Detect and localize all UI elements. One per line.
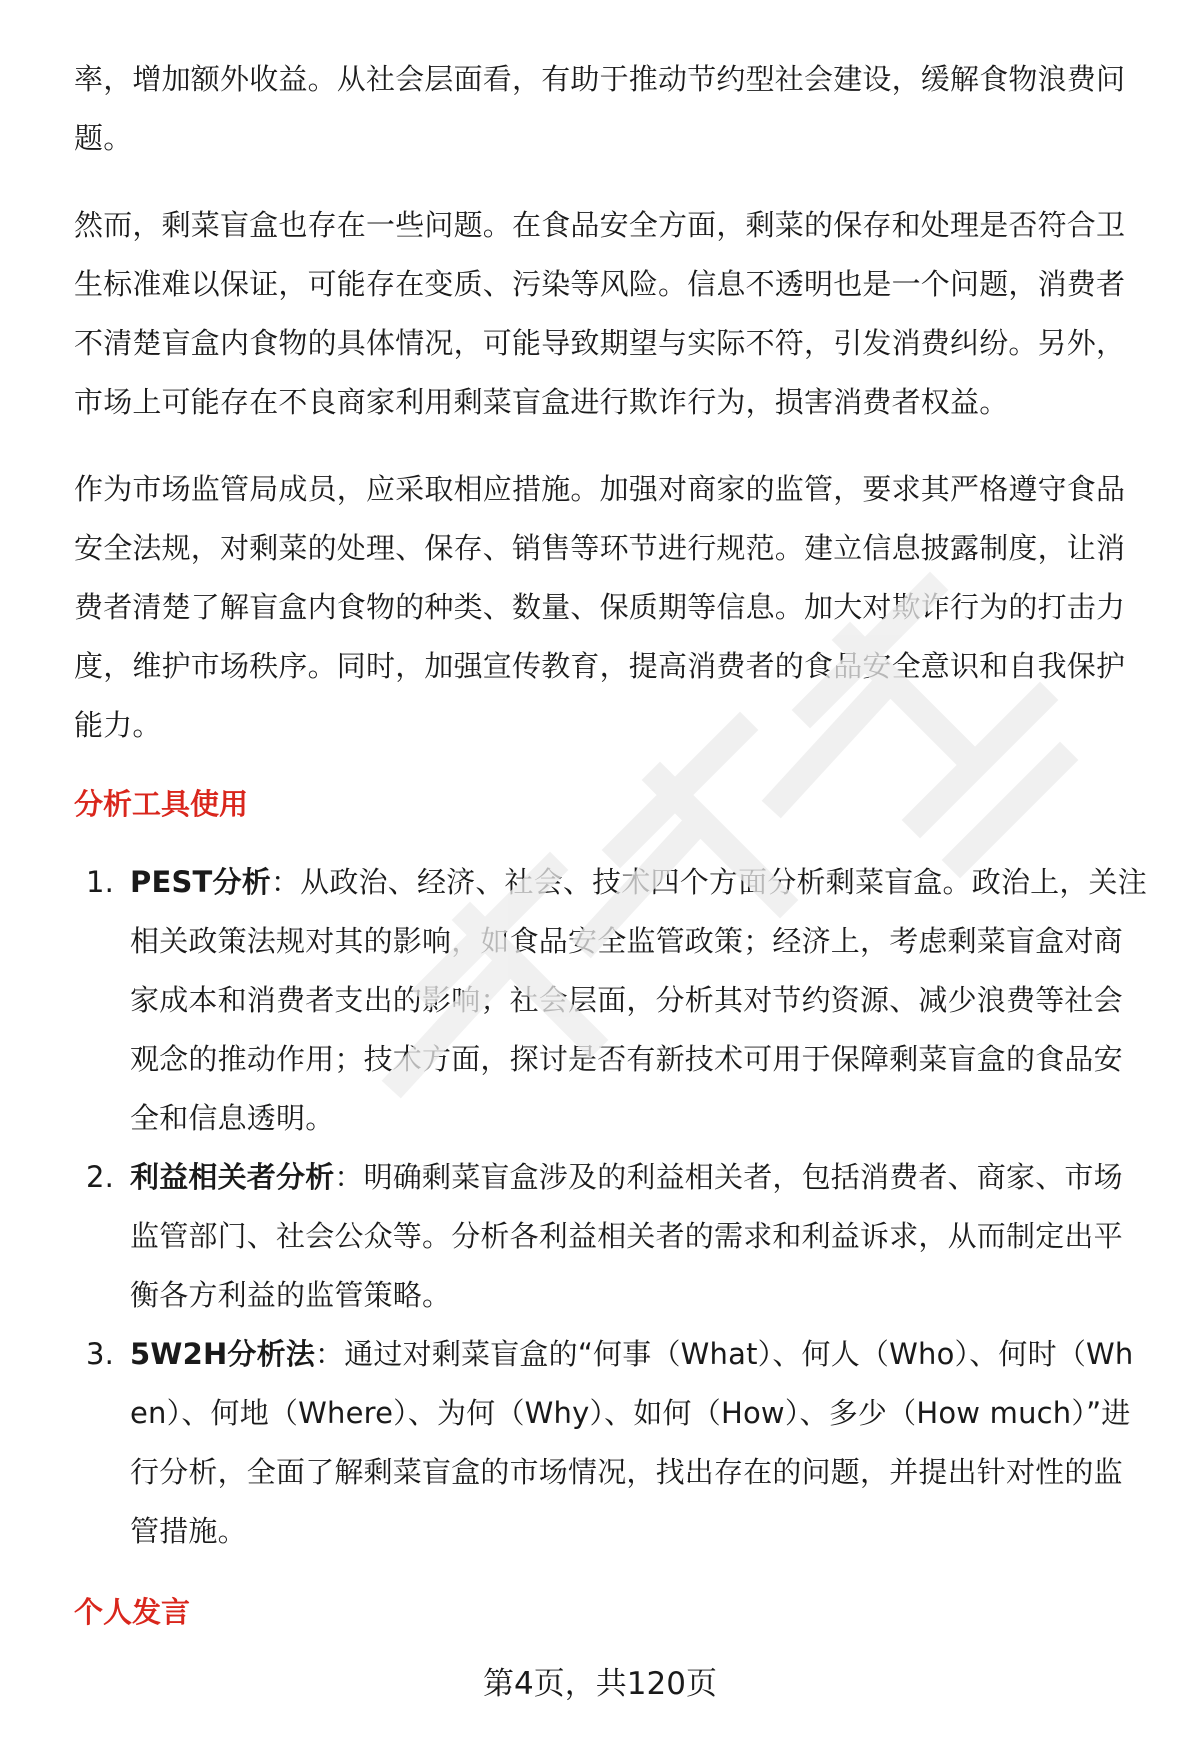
section-title-analysis-tools: 分析工具使用 bbox=[74, 787, 249, 821]
list-item-text: ：明确剩菜盲盒涉及的利益相关者，包括消费者、商家、市场监管部门、社会公众等。分析各利益相关者的需求和利益诉求，从而制定出平衡各方利益的监管策略。 bbox=[130, 1160, 1123, 1312]
list-number: 3. bbox=[86, 1337, 115, 1371]
list-number: 1. bbox=[86, 865, 115, 899]
list-item-text: ：通过对剩菜盲盒的“何事（What）、何人（Who）、何时（When）、何地（Where）、为何（Why）、如何（How）、多少（How much）”进行分析，全面了解剩菜盲盒的市场情况，找出存在的问题，并提出针对性的监管措施。 bbox=[130, 1337, 1134, 1548]
list-item-term: 利益相关者分析 bbox=[130, 1160, 335, 1194]
list-item-text: ：从政治、经济、社会、技术四个方面分析剩菜盲盒。政治上，关注相关政策法规对其的影响，如食品安全监管政策；经济上，考虑剩菜盲盒对商家成本和消费者支出的影响；社会层面，分析其对节约资源、减少浪费等社会观念的推动作用；技术方面，探讨是否有新技术可用于保障剩菜盲盒的食品安全和信息透明。 bbox=[130, 865, 1147, 1135]
list-number: 2. bbox=[86, 1160, 115, 1194]
page-footer: 第4页，共120页 bbox=[483, 1666, 717, 1702]
analysis-list bbox=[74, 853, 1148, 1561]
list-item-term: 5W2H分析法 bbox=[130, 1337, 316, 1371]
section-title-personal-speech: 个人发言 bbox=[74, 1595, 191, 1629]
list-item-term: PEST分析 bbox=[130, 865, 271, 899]
paragraph-3: 作为市场监管局成员，应采取相应措施。加强对商家的监管，要求其严格遵守食品安全法规，对剩菜的处理、保存、销售等环节进行规范。建立信息披露制度，让消费者清楚了解盲盒内食物的种类、数量、保质期等信息。加大对欺诈行为的打击力度，维护市场秩序。同时，加强宣传教育，提高消费者的食品安全意识和自我保护能力。 bbox=[74, 472, 1126, 742]
paragraph-1: 率，增加额外收益。从社会层面看，有助于推动节约型社会建设，缓解食物浪费问题。 bbox=[74, 62, 1126, 155]
list-item-stakeholder bbox=[74, 1148, 1148, 1325]
paragraph-2: 然而，剩菜盲盒也存在一些问题。在食品安全方面，剩菜的保存和处理是否符合卫生标准难以保证，可能存在变质、污染等风险。信息不透明也是一个问题，消费者不清楚盲盒内食物的具体情况，可能导致期望与实际不符，引发消费纠纷。另外，市场上可能存在不良商家利用剩菜盲盒进行欺诈行为，损害消费者权益。 bbox=[74, 208, 1126, 419]
list-item-5w2h bbox=[74, 1325, 1148, 1561]
list-item-pest bbox=[74, 853, 1148, 1148]
